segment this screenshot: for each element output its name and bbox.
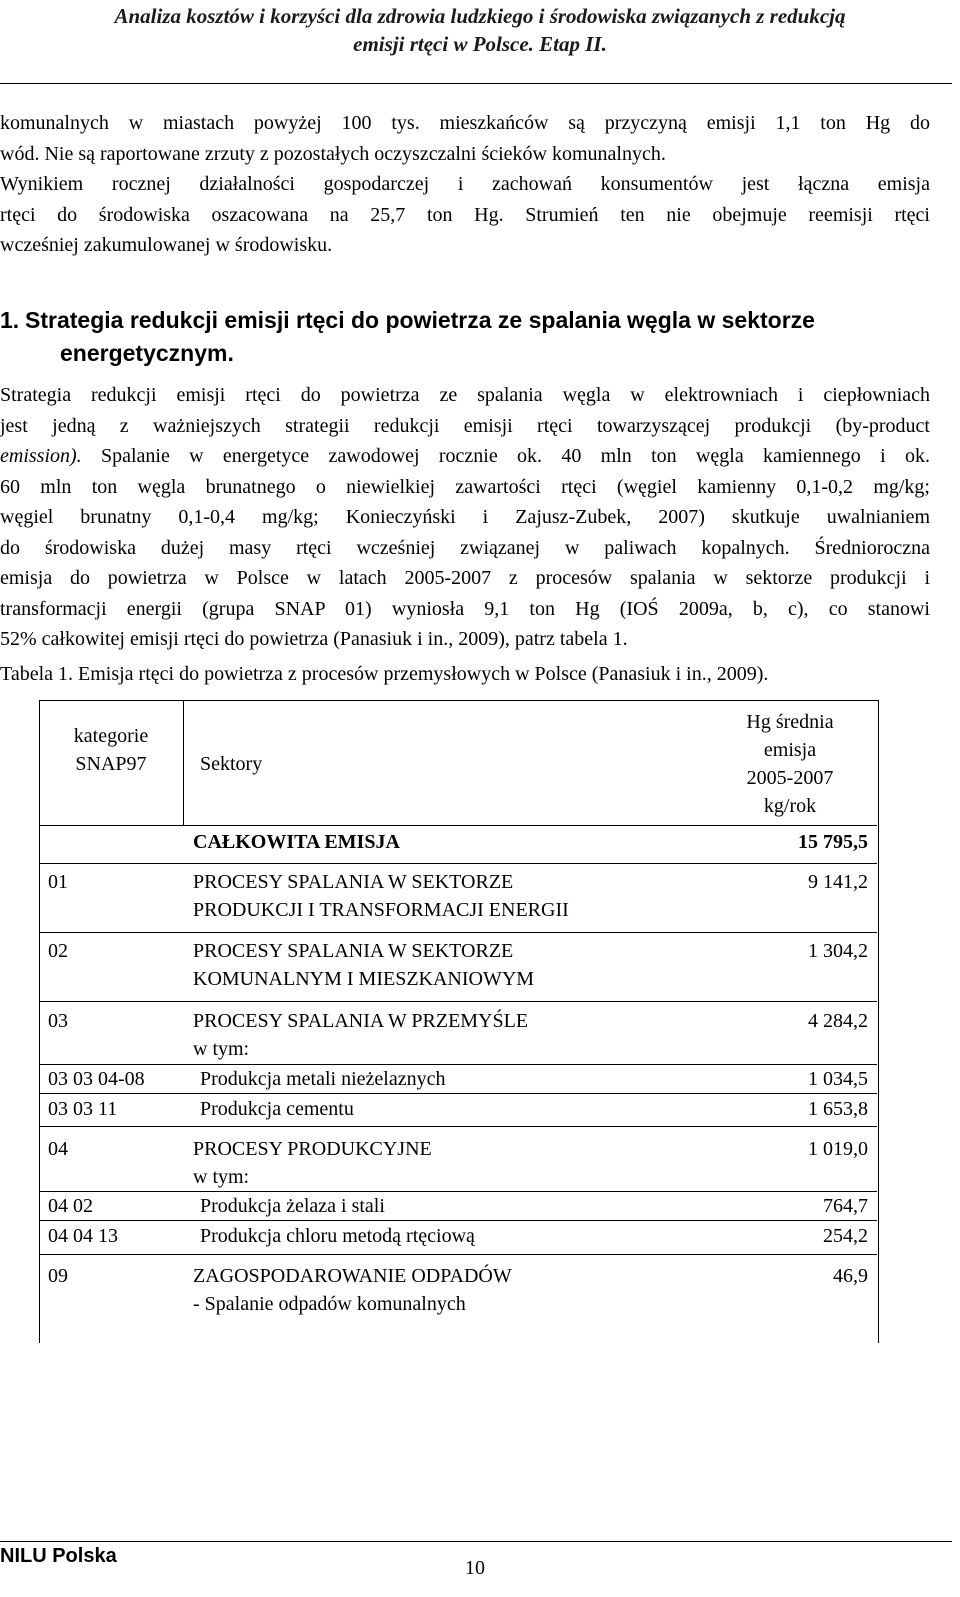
row-divider [39,1001,877,1002]
text-line: Strategia redukcji emisji rtęci do powietrza ze spalania węgla w elektrowniach i ciepłowniach [0,384,930,406]
row-value: 1 653,8 [808,1098,868,1120]
row-divider [39,1126,877,1127]
table-header-divider [39,825,877,826]
text-line: do środowiska dużej masy rtęci wcześniej związanej w paliwach kopalnych. Średnioroczna [0,536,930,559]
row-value: 9 141,2 [808,871,868,893]
paragraph-strategy [0,380,930,655]
table-column-divider [183,700,184,825]
text-line: 60 mln ton węgla brunatnego o niewielkiej zawartości rtęci (węgiel kamienny 0,1-0,2 mg/kg; [0,475,930,498]
row-code: 04 [48,1138,68,1160]
text-line: węgiel brunatny 0,1-0,4 mg/kg; Konieczyński i Zajusz-Zubek, 2007) skutkuje uwalnianiem [0,506,930,528]
row-code: 04 02 [48,1195,93,1217]
section-number: 1. [0,307,20,333]
table-caption: Tabela 1. Emisja rtęci do powietrza z procesów przemysłowych w Polsce (Panasiuk i in., 2009). [0,663,769,685]
section-title-line1: Strategia redukcji emisji rtęci do powietrza ze spalania węgla w sektorze [25,307,815,333]
row-sector: Produkcja żelaza i stali [200,1195,385,1217]
running-header-line2: emisji rtęci w Polsce. Etap II. [353,32,607,56]
text-line: komunalnych w miastach powyżej 100 tys. mieszkańców są przyczyną emisji 1,1 ton Hg do [0,112,930,134]
row-divider [39,1220,877,1221]
row-code: 09 [48,1265,68,1287]
row-divider [39,1254,877,1255]
text-line: emission). Spalanie w energetyce zawodowej rocznie ok. 40 mln ton węgla kamiennego i ok. [0,445,930,467]
row-code: 03 03 04-08 [48,1068,145,1090]
footer-organization: NILU Polska [0,1545,117,1567]
row-code: 01 [48,871,68,893]
row-sector: Produkcja metali nieżelaznych [200,1068,446,1090]
footer-divider [0,1541,952,1542]
row-sector: PROCESY SPALANIA W SEKTORZE KOMUNALNYM I MIESZKANIOWYM [193,940,535,990]
row-value: 254,2 [823,1225,868,1247]
page-number: 10 [465,1557,485,1579]
row-sector: PROCESY SPALANIA W PRZEMYŚLE w tym: [193,1010,529,1060]
text-line: Wynikiem rocznej działalności gospodarczej i zachowań konsumentów jest łączna emisja [0,173,930,195]
header-sectors: Sektory [200,753,263,775]
row-code: 03 [48,1010,68,1032]
text-line: emisja do powietrza w Polsce w latach 2005-2007 z procesów spalania w sektorze produkcji i [0,567,930,589]
text-line: jest jedną z ważniejszych strategii redukcji emisji rtęci towarzyszącej produkcji (by-product [0,414,930,437]
row-code: 02 [48,940,68,962]
text-line: wód. Nie są raportowane zrzuty z pozostałych oczyszczalni ścieków komunalnych. [0,142,666,165]
row-value: 1 034,5 [808,1068,868,1090]
row-value: 46,9 [833,1265,868,1287]
text-line: 52% całkowitej emisji rtęci do powietrza (Panasiuk i in., 2009), patrz tabela 1. [0,628,628,650]
text-line: transformacji energii (grupa SNAP 01) wyniosła 9,1 ton Hg (IOŚ 2009a, b, c), co stanowi [0,597,930,620]
row-sector: PROCESY PRODUKCYJNE w tym: [193,1138,432,1188]
row-value: 764,7 [823,1195,868,1217]
text-line: rtęci do środowiska oszacowana na 25,7 ton Hg. Strumień ten nie obejmuje reemisji rtęci [0,203,930,226]
row-code: 04 04 13 [48,1225,118,1247]
header-category: kategorie SNAP97 [73,725,149,775]
row-divider [39,863,877,864]
header-hg-emission: Hg średnia emisja 2005-2007 kg/rok [746,711,834,817]
row-divider [39,932,877,933]
section-title-line2: energetycznym. [60,340,234,366]
row-sector: PROCESY SPALANIA W SEKTORZE PRODUKCJI I TRANSFORMACJI ENERGII [193,871,569,921]
row-value: 4 284,2 [808,1010,868,1032]
italic-term: emission). [0,445,82,467]
total-value: 15 795,5 [798,831,868,853]
running-header-line1: Analiza kosztów i korzyści dla zdrowia ludzkiego i środowiska związanych z redukcją [114,4,846,28]
paragraph-intro [0,108,930,261]
row-sector: Produkcja chloru metodą rtęciową [200,1225,475,1247]
row-sector: Produkcja cementu [200,1098,354,1120]
row-divider [39,1093,877,1094]
row-code: 03 03 11 [48,1098,118,1120]
header-divider [0,83,952,84]
row-value: 1 019,0 [808,1138,868,1160]
row-value: 1 304,2 [808,940,868,962]
row-divider [39,1191,877,1192]
text-line: wcześniej zakumulowanej w środowisku. [0,234,333,256]
total-label: CAŁKOWITA EMISJA [193,831,400,853]
row-sector: ZAGOSPODAROWANIE ODPADÓW - Spalanie odpadów komunalnych [193,1265,512,1315]
row-divider [39,1064,877,1065]
